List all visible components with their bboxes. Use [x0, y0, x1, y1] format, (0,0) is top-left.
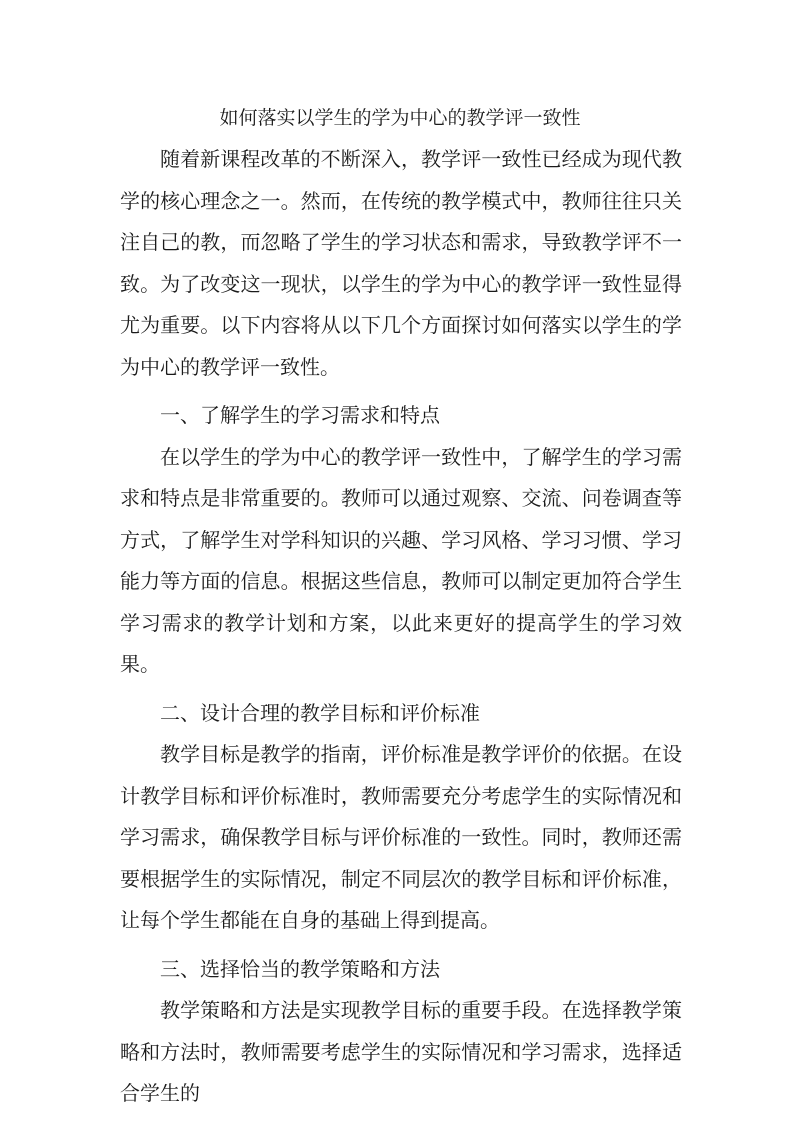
section-heading-3: 三、选择恰当的教学策略和方法	[160, 956, 440, 981]
intro-paragraph: 随着新课程改革的不断深入，教学评一致性已经成为现代教学的核心理念之一。然而，在传统的教学模式中，教师往往只关注自己的教，而忽略了学生的学习状态和需求，导致教学评不一致。为了改变这一现状，以学生的学为中心的教学评一致性显得尤为重要。以下内容将从以下几个方面探讨如何落实以学生的学为中心的教学评一致性。	[120, 147, 682, 379]
section-paragraph-1: 在以学生的学为中心的教学评一致性中，了解学生的学习需求和特点是非常重要的。教师可以通过观察、交流、问卷调查等方式，了解学生对学科知识的兴趣、学习风格、学习习惯、学习能力等方面的信息。根据这些信息，教师可以制定更加符合学生学习需求的教学计划和方案，以此来更好的提高学生的学习效果。	[120, 444, 682, 676]
section-heading-2: 二、设计合理的教学目标和评价标准	[160, 700, 480, 725]
paragraph-gap	[120, 388, 682, 395]
paragraph-gap	[120, 942, 682, 949]
section-paragraph-3: 教学策略和方法是实现教学目标的重要手段。在选择教学策略和方法时，教师需要考虑学生的实际情况和学习需求，选择适合学生的	[120, 998, 682, 1105]
document-title: 如何落实以学生的学为中心的教学评一致性	[219, 107, 581, 129]
section-heading-1: 一、了解学生的学习需求和特点	[160, 403, 440, 427]
paragraph-gap	[120, 686, 682, 693]
document-body	[120, 139, 682, 1115]
section-paragraph-2: 教学目标是教学的指南，评价标准是教学评价的依据。在设计教学目标和评价标准时，教师需要充分考虑学生的实际情况和学习需求，确保教学目标与评价标准的一致性。同时，教师还需要根据学生的实际情况，制定不同层次的教学目标和评价标准，让每个学生都能在自身的基础上得到提高。	[120, 742, 682, 932]
